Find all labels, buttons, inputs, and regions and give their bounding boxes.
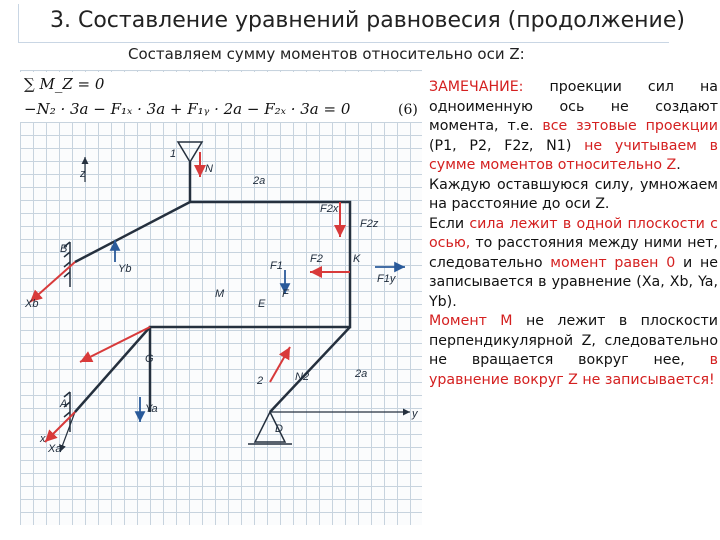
remark-p1-red1: все зэтовые проекции: [542, 118, 718, 134]
equation-line-1: ∑ M_Z = 0: [24, 75, 105, 93]
label-y: y: [412, 408, 418, 420]
label-e: E: [258, 298, 266, 310]
remark-p3-b: то расстояния между ними нет, следовательно: [429, 235, 718, 271]
force-arrow-red-1: [80, 327, 150, 362]
remark-p3-a: Если: [429, 215, 470, 232]
label-f1: F1: [270, 260, 283, 272]
page-title: 3. Составление уравнений равновесия (продолжение): [50, 8, 685, 33]
force-arrow-red-6: [270, 347, 290, 382]
label-point-a: A: [60, 398, 68, 410]
remark-p1-red2: не учитываем в сумме моментов относительно Z: [429, 137, 719, 173]
frame-arm-lower: [75, 327, 150, 412]
remark-heading: ЗАМЕЧАНИЕ:: [429, 79, 524, 95]
remark-p4-red2: в уравнение вокруг Z не записывается!: [429, 352, 718, 388]
label-n: N: [205, 163, 213, 175]
remark-p4-a: не лежит в плоскости перпендикулярной Z, следовательно не вращается вокруг нее,: [429, 313, 718, 368]
label-xb: Xb: [25, 298, 39, 310]
label-point-k: K: [353, 253, 361, 265]
label-point-d: D: [275, 423, 283, 435]
remark-p3-c: и не записывается в уравнение (Xa, Xb, Ya, Yb).: [429, 254, 718, 310]
label-n2: N2: [295, 371, 310, 383]
remark-p1-c: .: [676, 157, 681, 173]
subtitle: Составляем сумму моментов относительно оси Z:: [128, 45, 525, 63]
mechanics-diagram: [20, 122, 422, 527]
label-f1y: F1y: [377, 273, 396, 285]
blue-forces: [115, 240, 405, 422]
label-xa: Xa: [48, 443, 62, 455]
remark-p1-b: (P1, P2, F2z, N1): [429, 137, 585, 154]
label-yb: Yb: [118, 263, 132, 275]
remark-p2: Каждую оставшуюся силу, умножаем на расстояние до оси Z.: [429, 176, 718, 212]
remark-text: [429, 78, 718, 390]
frame-front: [150, 202, 350, 412]
x-axis: [60, 412, 75, 452]
label-ya: Ya: [145, 403, 158, 415]
label-f2x: F2x: [320, 203, 339, 215]
label-point-b: B: [60, 243, 68, 255]
equation-number: (6): [398, 102, 418, 118]
frame-diag: [270, 327, 350, 412]
label-x: x: [40, 433, 46, 445]
label-g: G: [145, 353, 154, 365]
remark-p3-red1: сила лежит в одной плоскости с осью,: [429, 215, 718, 251]
label-f2z: F2z: [360, 218, 379, 230]
label-2a-right: 2a: [355, 368, 368, 380]
label-f2: F2: [310, 253, 323, 265]
equation-line-2: −N₂ · 3a − F₁ₓ · 3a + F₁ᵧ · 2a − F₂ₓ · 3a = 0: [24, 100, 351, 118]
remark-p4-red1: Момент M: [429, 313, 513, 329]
support-d: [248, 412, 292, 444]
remark-p1-a: проекции сил на одноименную ось не создают момента, т.е.: [429, 79, 718, 134]
label-dim-2: 2: [257, 375, 264, 387]
label-2a-top: 2a: [253, 175, 266, 187]
label-f: F: [282, 288, 289, 300]
label-z: z: [80, 168, 86, 180]
label-moment: M: [215, 288, 225, 300]
hinge-top: [178, 142, 202, 162]
remark-p3-red2: момент равен 0: [550, 254, 676, 271]
force-arrow-red-2: [30, 262, 75, 302]
label-dim-1: 1: [170, 148, 177, 160]
frame-arm-upper: [75, 202, 190, 262]
